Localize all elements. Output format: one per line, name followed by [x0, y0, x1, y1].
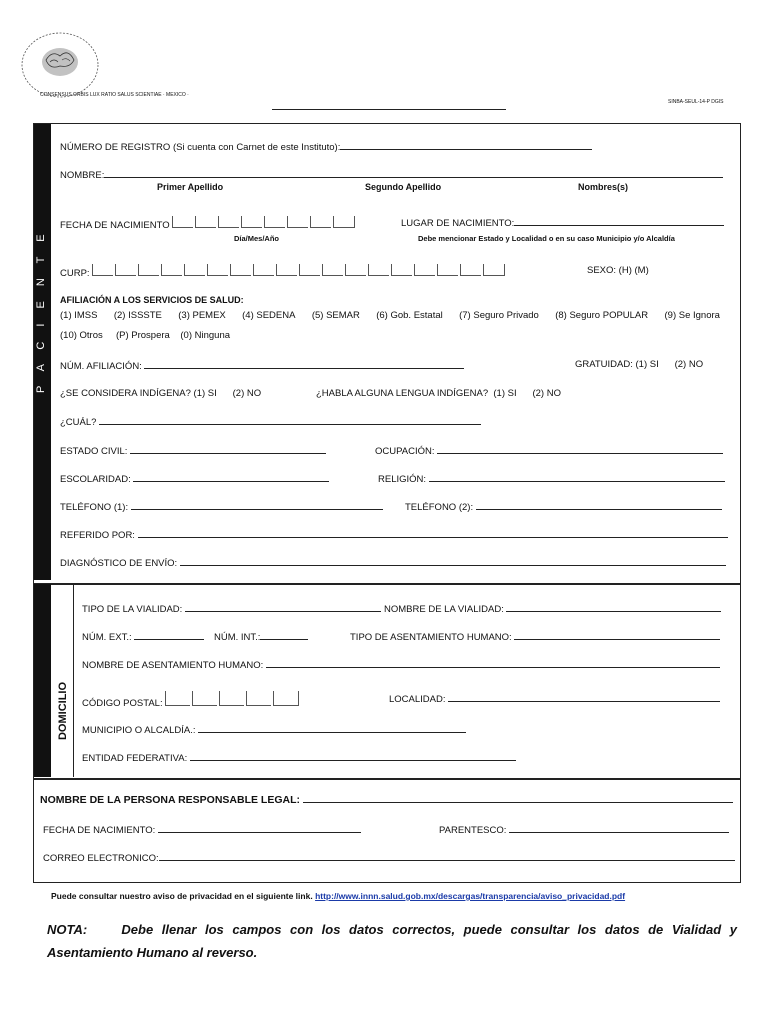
privacy-text: Puede consultar nuestro aviso de privacidad en el siguiente link.: [51, 891, 313, 901]
lugar-nacimiento-hint: Debe mencionar Estado y Localidad o en su caso Municipio y/o Alcaldía: [418, 234, 675, 243]
cual-label: ¿CUÁL?: [60, 417, 97, 428]
seal-text: CONSENSUS ORBIS LUX RATIO SALUS SCIENTIAE · MEXICO ·: [40, 92, 189, 98]
ocupacion-label: OCUPACIÓN:: [375, 446, 435, 457]
nota-block: [47, 918, 737, 964]
religion-field[interactable]: [378, 472, 725, 486]
afiliacion-option[interactable]: (5) SEMAR: [311, 310, 360, 321]
responsable-fecha-field[interactable]: [43, 823, 361, 837]
signature-line[interactable]: [272, 109, 506, 110]
nombre-label: NOMBRE:: [60, 170, 105, 181]
ocupacion-field[interactable]: [375, 444, 723, 458]
tipo-asentamiento-field[interactable]: [350, 630, 720, 644]
nota-label: NOTA:: [47, 922, 88, 937]
telefono1-label: TELÉFONO (1):: [60, 502, 129, 513]
privacy-link[interactable]: http://www.innn.salud.gob.mx/descargas/transparencia/aviso_privacidad.pdf: [315, 891, 626, 901]
domicilio-divider: [73, 584, 74, 777]
afiliacion-option[interactable]: (8) Seguro POPULAR: [555, 310, 649, 321]
afiliacion-option[interactable]: (10) Otros: [60, 330, 103, 341]
nombre-asentamiento-label: NOMBRE DE ASENTAMIENTO HUMANO:: [82, 660, 264, 671]
curp-field[interactable]: [60, 264, 492, 280]
religion-label: RELIGIÓN:: [378, 474, 427, 485]
dia-mes-ano-caption: Día/Mes/Año: [234, 234, 280, 243]
num-ext-label: NÚM. EXT.:: [82, 632, 132, 643]
domicilio-side-label: DOMICILIO: [57, 681, 69, 741]
patient-side-label: P A C I E N T E: [35, 228, 47, 393]
nota-text: Debe llenar los campos con los datos correctos, puede consultar los datos de Vialidad y Asentamiento Humano al reverso.: [47, 922, 737, 960]
diagnostico-field[interactable]: [60, 556, 726, 570]
institute-seal-logo: [18, 30, 102, 100]
responsable-label: NOMBRE DE LA PERSONA RESPONSABLE LEGAL:: [40, 794, 300, 806]
indigena-option[interactable]: ¿SE CONSIDERA INDÍGENA? (1) SI (2) NO: [60, 388, 262, 399]
num-int-label: NÚM. INT.:: [214, 632, 261, 643]
referido-field[interactable]: [60, 528, 728, 542]
estado-civil-label: ESTADO CIVIL:: [60, 446, 128, 457]
nombre-vialidad-field[interactable]: [384, 602, 721, 616]
afiliacion-option[interactable]: (0) Ninguna: [180, 330, 231, 341]
correo-field[interactable]: [43, 851, 735, 865]
afiliacion-options-row2: [60, 330, 230, 342]
correo-label: CORREO ELECTRONICO:: [43, 853, 159, 864]
afiliacion-title: AFILIACIÓN A LOS SERVICIOS DE SALUD:: [60, 295, 244, 305]
codigo-postal-field[interactable]: [82, 691, 305, 710]
fecha-nacimiento-field[interactable]: [60, 216, 352, 232]
domicilio-side-band: [34, 584, 51, 777]
registro-label: NÚMERO DE REGISTRO (Si cuenta con Carnet de este Instituto):: [60, 142, 341, 153]
afiliacion-option[interactable]: (3) PEMEX: [178, 310, 226, 321]
entidad-federativa-field[interactable]: [82, 751, 516, 765]
municipio-field[interactable]: [82, 723, 466, 737]
escolaridad-label: ESCOLARIDAD:: [60, 474, 131, 485]
telefono2-field[interactable]: [405, 500, 722, 514]
estado-civil-field[interactable]: [60, 444, 326, 458]
telefono2-label: TELÉFONO (2):: [405, 502, 474, 513]
curp-label: CURP:: [60, 268, 90, 279]
afiliacion-option[interactable]: (2) ISSSTE: [113, 310, 162, 321]
doc-code: SINBA-SEUL-14-P DGIS: [668, 99, 724, 105]
afiliacion-option[interactable]: (6) Gob. Estatal: [376, 310, 443, 321]
nombres-caption: Nombres(s): [578, 182, 629, 192]
diagnostico-label: DIAGNÓSTICO DE ENVÍO:: [60, 558, 178, 569]
escolaridad-field[interactable]: [60, 472, 329, 486]
afiliacion-option[interactable]: (P) Prospera: [115, 330, 170, 341]
tipo-asentamiento-label: TIPO DE ASENTAMIENTO HUMANO:: [350, 632, 512, 643]
telefono1-field[interactable]: [60, 500, 383, 514]
nombre-vialidad-label: NOMBRE DE LA VIALIDAD:: [384, 604, 504, 615]
lugar-nacimiento-label: LUGAR DE NACIMIENTO:: [401, 218, 515, 229]
localidad-field[interactable]: [389, 692, 720, 706]
gratuidad-option[interactable]: GRATUIDAD: (1) SI (2) NO: [575, 359, 704, 370]
registro-field[interactable]: [60, 140, 592, 154]
parentesco-field[interactable]: [439, 823, 729, 837]
afiliacion-option[interactable]: (4) SEDENA: [242, 310, 296, 321]
segundo-apellido-caption: Segundo Apellido: [365, 182, 442, 192]
responsable-fecha-label: FECHA DE NACIMIENTO:: [43, 825, 156, 836]
fecha-nacimiento-label: FECHA DE NACIMIENTO: [60, 220, 170, 231]
tipo-vialidad-field[interactable]: [82, 602, 381, 616]
cual-field[interactable]: [60, 415, 481, 429]
entidad-federativa-label: ENTIDAD FEDERATIVA:: [82, 753, 188, 764]
nombre-field[interactable]: [60, 168, 723, 182]
afiliacion-option[interactable]: (9) Se Ignora: [664, 310, 720, 321]
afiliacion-options-row1: [60, 310, 720, 322]
privacy-notice: [51, 891, 625, 901]
lengua-indigena-option[interactable]: ¿HABLA ALGUNA LENGUA INDÍGENA? (1) SI (2) NO: [316, 388, 561, 399]
sexo-option[interactable]: SEXO: (H) (M): [587, 265, 649, 276]
codigo-postal-label: CÓDIGO POSTAL:: [82, 698, 163, 709]
nombre-asentamiento-field[interactable]: [82, 658, 720, 672]
responsable-field[interactable]: [40, 793, 733, 806]
localidad-label: LOCALIDAD:: [389, 694, 446, 705]
num-int-field[interactable]: [214, 630, 308, 644]
municipio-label: MUNICIPIO O ALCALDÍA.:: [82, 725, 196, 736]
afiliacion-option[interactable]: (1) IMSS: [60, 310, 98, 321]
num-ext-field[interactable]: [82, 630, 204, 644]
num-afiliacion-field[interactable]: [60, 359, 464, 373]
primer-apellido-caption: Primer Apellido: [157, 182, 224, 192]
lugar-nacimiento-field[interactable]: [401, 216, 724, 230]
afiliacion-option[interactable]: (7) Seguro Privado: [459, 310, 539, 321]
parentesco-label: PARENTESCO:: [439, 825, 507, 836]
tipo-vialidad-label: TIPO DE LA VIALIDAD:: [82, 604, 183, 615]
referido-label: REFERIDO POR:: [60, 530, 135, 541]
patient-section-frame: [33, 123, 741, 585]
num-afiliacion-label: NÚM. AFILIACIÓN:: [60, 361, 142, 372]
